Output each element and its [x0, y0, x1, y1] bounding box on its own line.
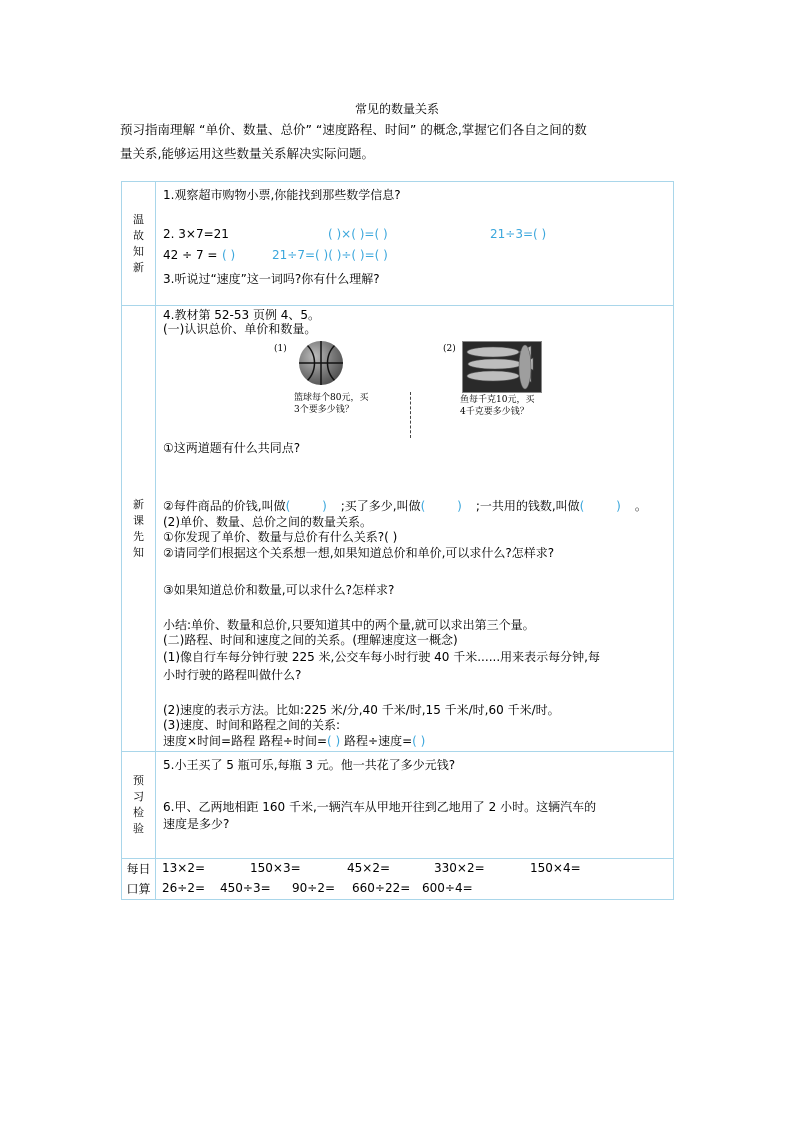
- new-lesson-label: 新 课 先 知: [122, 306, 156, 752]
- sub-question-5: ③如果知道总价和数量,可以求什么?怎样求?: [163, 583, 395, 597]
- question-2-given: 2. 3×7=21: [163, 227, 229, 241]
- figure-2-number: (2): [443, 344, 456, 354]
- daily-content: [156, 859, 674, 900]
- summary: 小结:单价、数量和总价,只要知道其中的两个量,就可以求出第三个量。: [163, 618, 535, 632]
- figure-1-caption: 篮球每个80元，买 3个要多少钱？: [294, 393, 369, 415]
- check-row: [122, 752, 674, 859]
- mental-1: 13×2=: [162, 861, 206, 875]
- question-2-blank-3: ( ): [222, 248, 236, 262]
- check-content: [156, 752, 674, 859]
- speed-relation-formulas: 速度×时间=路程 路程÷时间=( ) 路程÷速度=( ): [163, 734, 426, 748]
- mental-8: 90÷2=: [292, 881, 336, 895]
- question-2-line-2: 42 ÷ 7 =: [163, 248, 218, 262]
- new-lesson-content: [156, 306, 674, 752]
- mental-3: 45×2=: [347, 861, 391, 875]
- speed-question-1a: (1)像自行车每分钟行驶 225 米,公交车每小时行驶 40 千米......用来表示每分钟,每: [163, 650, 600, 664]
- mental-5: 150×4=: [530, 861, 581, 875]
- part-2-heading: (2)单价、数量、总价之间的数量关系。: [163, 515, 372, 529]
- daily-label: 每日 口算: [122, 859, 156, 900]
- part-1-heading: (一)认识总价、单价和数量。: [163, 322, 317, 336]
- sub-question-1: ①这两道题有什么共同点?: [163, 441, 301, 455]
- check-label: 预 习 检 验: [122, 752, 156, 859]
- question-2-blank-1: ( )×( )=( ): [328, 227, 388, 241]
- question-2-blank-2: 21÷3=( ): [490, 227, 547, 241]
- figure-divider: [410, 392, 411, 438]
- fish-image: [462, 341, 542, 393]
- worksheet-table: [121, 181, 674, 900]
- question-5: 5.小王买了 5 瓶可乐,每瓶 3 元。他一共花了多少元钱?: [163, 758, 456, 772]
- speed-notation: (2)速度的表示方法。比如:225 米/分,40 千米/时,15 千米/时,60 千米/时。: [163, 703, 560, 717]
- question-4: 4.教材第 52-53 页例 4、5。: [163, 308, 321, 322]
- review-label: 温 故 知 新: [122, 182, 156, 306]
- preview-guide: [120, 118, 676, 166]
- question-6a: 6.甲、乙两地相距 160 千米,一辆汽车从甲地开往到乙地用了 2 小时。这辆汽车的: [163, 800, 597, 814]
- page-title: 常见的数量关系: [354, 102, 439, 116]
- question-2-blank-4: 21÷7=( )( )÷( )=( ): [272, 248, 388, 262]
- mental-6: 26÷2=: [162, 881, 206, 895]
- daily-row: [122, 859, 674, 900]
- speed-relation-heading: (3)速度、时间和路程之间的关系:: [163, 718, 341, 732]
- basketball-image: [299, 341, 343, 385]
- sub-question-4: ②请同学们根据这个关系想一想,如果知道总价和单价,可以求什么?怎样求?: [163, 546, 555, 560]
- part-3-heading: (二)路程、时间和速度之间的关系。(理解速度这一概念): [163, 633, 458, 647]
- figure-2-caption: 鱼每千克10元，买 4千克要多少钱？: [460, 395, 535, 417]
- mental-2: 150×3=: [250, 861, 301, 875]
- fish-icon: [463, 342, 541, 392]
- review-row: [122, 182, 674, 306]
- mental-4: 330×2=: [434, 861, 485, 875]
- question-3: 3.听说过“速度”这一词吗?你有什么理解?: [163, 272, 380, 286]
- mental-10: 600÷4=: [422, 881, 473, 895]
- guide-line-1: 预习指南理解 “单价、数量、总价” “速度路程、时间” 的概念,掌握它们各自之间的数: [120, 122, 587, 137]
- mental-9: 660÷22=: [352, 881, 411, 895]
- guide-line-2: 量关系,能够运用这些数量关系解决实际问题。: [120, 146, 374, 161]
- sub-question-2: ②每件商品的价钱,叫做( );买了多少,叫做( );一共用的钱数,叫做( )。: [163, 499, 647, 513]
- basketball-lines-icon: [299, 341, 343, 385]
- review-content: [156, 182, 674, 306]
- mental-7: 450÷3=: [220, 881, 271, 895]
- question-1: 1.观察超市购物小票,你能找到那些数学信息?: [163, 188, 401, 202]
- figure-1-number: (1): [274, 344, 287, 354]
- sub-question-3: ①你发现了单价、数量与总价有什么关系?( ): [163, 530, 398, 544]
- speed-question-1b: 小时行驶的路程叫做什么?: [163, 668, 302, 682]
- question-6b: 速度是多少?: [163, 817, 230, 831]
- new-lesson-row: [122, 306, 674, 752]
